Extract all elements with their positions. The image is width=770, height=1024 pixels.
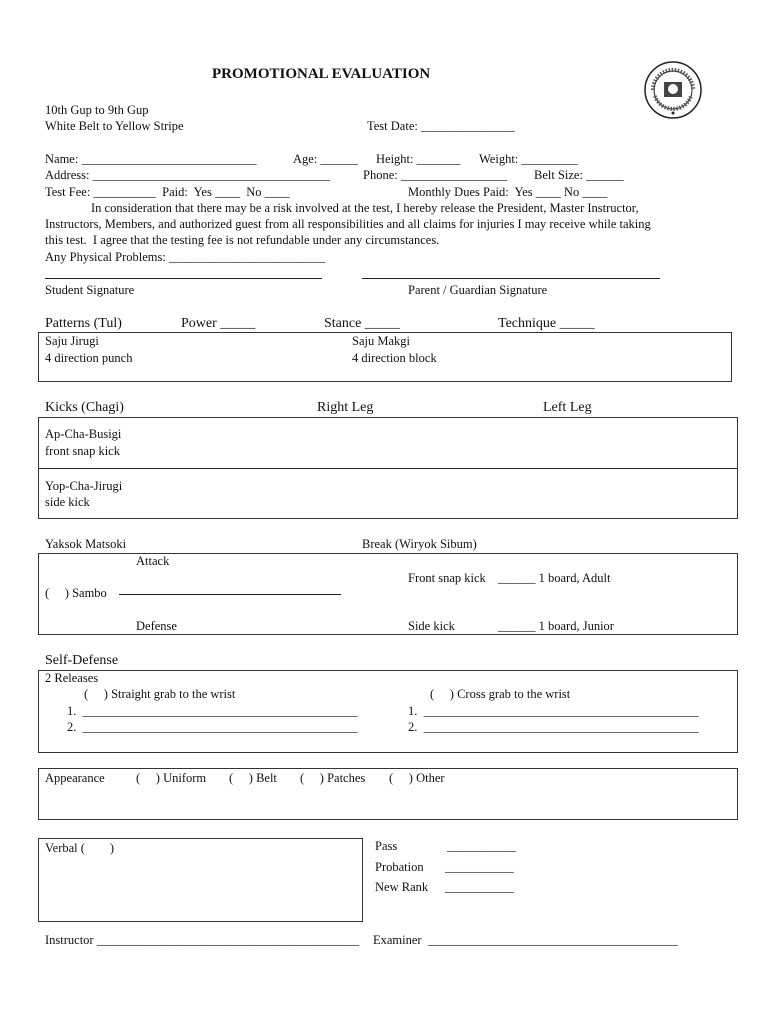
- address-field[interactable]: Address: ______________________________________: [45, 168, 331, 182]
- releases-label: 2 Releases: [45, 671, 99, 685]
- patches-checkbox[interactable]: ( ) Patches: [300, 771, 366, 785]
- straight-grab-checkbox[interactable]: ( ) Straight grab to the wrist: [84, 687, 236, 701]
- consent-text-2: Instructors, Members, and authorized guest from all responsibilities and all claims for injuries I may receive while taking: [45, 217, 651, 231]
- right-leg-label: Right Leg: [317, 400, 374, 415]
- pattern-2-desc: 4 direction block: [352, 351, 437, 365]
- physical-problems-field[interactable]: Any Physical Problems: _________________________: [45, 250, 326, 264]
- power-field[interactable]: Power _____: [181, 316, 256, 331]
- parent-signature-line[interactable]: [362, 278, 660, 279]
- sparring-heading: Yaksok Matsoki: [45, 537, 127, 551]
- age-field[interactable]: Age: ______: [293, 152, 358, 166]
- uniform-checkbox[interactable]: ( ) Uniform: [136, 771, 207, 785]
- consent-text-3: this test. I agree that the testing fee is not refundable under any circumstances.: [45, 233, 440, 247]
- consent-text-1: In consideration that there may be a risk involved at the test, I hereby release the President, Master Instructor,: [91, 201, 639, 215]
- name-field[interactable]: Name: ____________________________: [45, 152, 257, 166]
- belt-size-field[interactable]: Belt Size: ______: [534, 168, 624, 182]
- kicks-heading: Kicks (Chagi): [45, 400, 124, 415]
- straight-grab-line-2[interactable]: 2. ____________________________________________: [67, 720, 358, 734]
- kick-1-desc: front snap kick: [45, 444, 120, 458]
- sambo-checkbox[interactable]: ( ) Sambo: [45, 586, 107, 600]
- pass-label: Pass: [375, 839, 398, 853]
- belt-checkbox[interactable]: ( ) Belt: [229, 771, 277, 785]
- pattern-1-name: Saju Jirugi: [45, 334, 99, 348]
- probation-label: Probation: [375, 860, 424, 874]
- page-title: PROMOTIONAL EVALUATION: [212, 66, 431, 82]
- sambo-line[interactable]: [119, 594, 341, 595]
- other-checkbox[interactable]: ( ) Other: [389, 771, 445, 785]
- weight-field[interactable]: Weight: _________: [479, 152, 578, 166]
- verbal-label[interactable]: Verbal ( ): [45, 841, 115, 855]
- probation-field[interactable]: ___________: [445, 860, 514, 874]
- front-snap-kick-field[interactable]: ______ 1 board, Adult: [498, 571, 611, 585]
- straight-grab-line-1[interactable]: 1. ____________________________________________: [67, 704, 358, 718]
- kick-1-name: Ap-Cha-Busigi: [45, 427, 122, 441]
- height-field[interactable]: Height: _______: [376, 152, 461, 166]
- instructor-signature-field[interactable]: Instructor __________________________________________: [45, 933, 360, 947]
- monthly-dues-field[interactable]: Monthly Dues Paid: Yes ____ No ____: [408, 185, 608, 199]
- technique-field[interactable]: Technique _____: [498, 316, 595, 331]
- cross-grab-line-2[interactable]: 2. ____________________________________________: [408, 720, 699, 734]
- student-signature-label: Student Signature: [45, 283, 135, 297]
- kicks-divider: [38, 468, 738, 469]
- new-rank-label: New Rank: [375, 880, 429, 894]
- side-kick-field[interactable]: ______ 1 board, Junior: [498, 619, 614, 633]
- new-rank-field[interactable]: ___________: [445, 880, 514, 894]
- left-leg-label: Left Leg: [543, 400, 592, 415]
- stance-field[interactable]: Stance _____: [324, 316, 400, 331]
- test-fee-field[interactable]: Test Fee: __________ Paid: Yes ____ No ____: [45, 185, 290, 199]
- phone-field[interactable]: Phone: _________________: [363, 168, 508, 182]
- belt-level: White Belt to Yellow Stripe: [45, 119, 184, 133]
- front-snap-kick-label: Front snap kick: [408, 571, 486, 585]
- gup-level: 10th Gup to 9th Gup: [45, 103, 149, 117]
- parent-signature-label: Parent / Guardian Signature: [408, 283, 548, 297]
- test-date-field[interactable]: Test Date: _______________: [367, 119, 515, 133]
- examiner-signature-field[interactable]: Examiner ________________________________________: [373, 933, 678, 947]
- appearance-label: Appearance: [45, 771, 105, 785]
- break-heading: Break (Wiryok Sibum): [362, 537, 477, 551]
- cross-grab-checkbox[interactable]: ( ) Cross grab to the wrist: [430, 687, 571, 701]
- pass-field[interactable]: ___________: [447, 839, 516, 853]
- kick-2-desc: side kick: [45, 495, 90, 509]
- patterns-heading: Patterns (Tul): [45, 316, 122, 331]
- cross-grab-line-1[interactable]: 1. ____________________________________________: [408, 704, 699, 718]
- pattern-1-desc: 4 direction punch: [45, 351, 133, 365]
- federation-seal-icon: [643, 60, 703, 120]
- self-defense-heading: Self-Defense: [45, 653, 119, 668]
- attack-label: Attack: [136, 554, 170, 568]
- pattern-2-name: Saju Makgi: [352, 334, 410, 348]
- kick-2-name: Yop-Cha-Jirugi: [45, 479, 123, 493]
- student-signature-line[interactable]: [45, 278, 322, 279]
- side-kick-label: Side kick: [408, 619, 455, 633]
- defense-label: Defense: [136, 619, 177, 633]
